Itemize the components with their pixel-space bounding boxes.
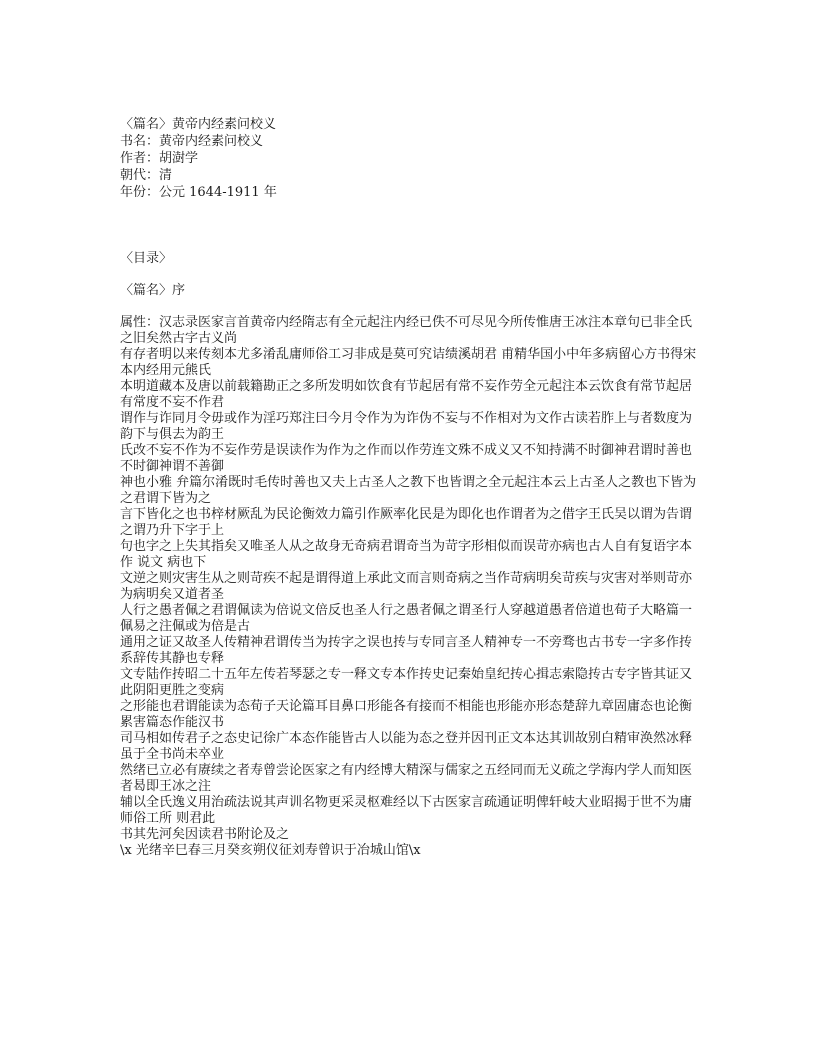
- chapter-title: 〈篇名〉黄帝内经素问校义: [120, 117, 277, 132]
- spacer: [120, 267, 700, 283]
- body-paragraph: 文逆之则灾害生从之则苛疾不起是谓得道上承此文而言则奇病之当作苛病明矣苛疾与灾害对举则苛亦为病明矣又道者圣: [120, 571, 693, 602]
- body-paragraph: 谓作与诈同月令毋或作为淫巧郑注曰今月令作为为诈伪不妄与不作相对为文作古读若胙上与者数度为韵下与俱去为韵王: [120, 411, 693, 442]
- spacer: [120, 202, 700, 251]
- dynasty: 朝代：清: [120, 168, 173, 183]
- body-paragraph: 人行之愚者佩之君谓佩读为倍说文倍反也圣人行之愚者佩之谓圣行人穿越道愚者倍道也荀子大略篇一佩易之注佩或为倍是古: [120, 603, 693, 634]
- body-paragraph: 氏改不妄不作为不妄作劳是误读作为作为之作而以作劳连文殊不成义又不知持满不时御神君谓时善也不时御神谓不善御: [120, 443, 693, 474]
- body-paragraph: 属性：汉志录医家言首黄帝内经隋志有全元起注内经已佚不可尽见今所传惟唐王冰注本章句已非全氏之旧矣然古字古义尚: [120, 315, 693, 346]
- body-paragraph: 本明道藏本及唐以前载籍勘正之多所发明如饮食有节起居有常不妄作劳全元起注本云饮食有常节起居有常度不妄不作君: [120, 379, 693, 410]
- author: 作者：胡澍学: [120, 151, 199, 166]
- book-name: 书名：黄帝内经素问校义: [120, 134, 264, 149]
- body-paragraph: 然绪已立必有赓续之者寿曾尝论医家之有内经博大精深与儒家之五经同而无义疏之学海内学人而知医者曷即王冰之注: [120, 763, 693, 794]
- year: 年份：公元 1644-1911 年: [120, 185, 277, 200]
- body-paragraph: 句也字之上失其指矣又唯圣人从之故身无奇病君谓奇当为苛字形相似而误苛亦病也古人自有复语字本作 说文 病也下: [120, 539, 693, 570]
- body-paragraph: 司马相如传君子之态史记徐广本态作能皆古人以能为态之登并因刊正文本达其训故别白精审涣然冰释虽于全书尚未卒业: [120, 731, 693, 762]
- body-paragraph: 之形能也君谓能读为态荀子天论篇耳目鼻口形能各有接而不相能也形能亦形态楚辞九章固庸态也论衡累害篇态作能汉书: [120, 699, 693, 730]
- body-paragraph: 文专陆作抟昭二十五年左传若琴瑟之专一释文专本作抟史记秦始皇纪抟心揖志索隐抟古专字皆其证又此阴阳更胜之变病: [120, 667, 693, 698]
- spacer: [120, 299, 700, 315]
- body-paragraph: 言下皆化之也书梓材厥乱为民论衡效力篇引作厥率化民是为即化也作谓者为之借字王氏吴以谓为告谓之谓乃升下字于上: [120, 507, 693, 538]
- body-paragraph: 有存者明以来传刻本尤多淆乱庸师俗工习非成是莫可究诘绩溪胡君 甫精华国小中年多病留心方书得宋本内经用元熊氏: [120, 347, 697, 378]
- body-paragraph: 辅以全氏逸义用治疏法说其声训名物更采灵枢难经以下古医家言疏通证明俾轩岐大业昭揭于世不为庸师俗工所 则君此: [120, 795, 693, 826]
- document-page: [120, 117, 700, 859]
- document-metadata: [120, 117, 700, 202]
- toc-heading: 〈目录〉: [120, 251, 173, 266]
- body-paragraph: 书其先河矣因读君书附论及之: [120, 827, 290, 842]
- body-paragraph: 神也小雅 弁篇尔淆既时毛传时善也又夫上古圣人之教下也皆谓之全元起注本云上古圣人之教也下皆为之君谓下皆为之: [120, 475, 697, 506]
- preface-body: [120, 315, 700, 859]
- section-heading: 〈篇名〉序: [120, 283, 186, 298]
- closing-signature: \x 光绪辛巳春三月癸亥朔仪征刘寿曾识于冶城山馆\x: [120, 843, 421, 858]
- body-paragraph: 通用之证又故圣人传精神君谓传当为抟字之误也抟与专同言圣人精神专一不旁骛也古书专一字多作抟系辞传其静也专释: [120, 635, 693, 666]
